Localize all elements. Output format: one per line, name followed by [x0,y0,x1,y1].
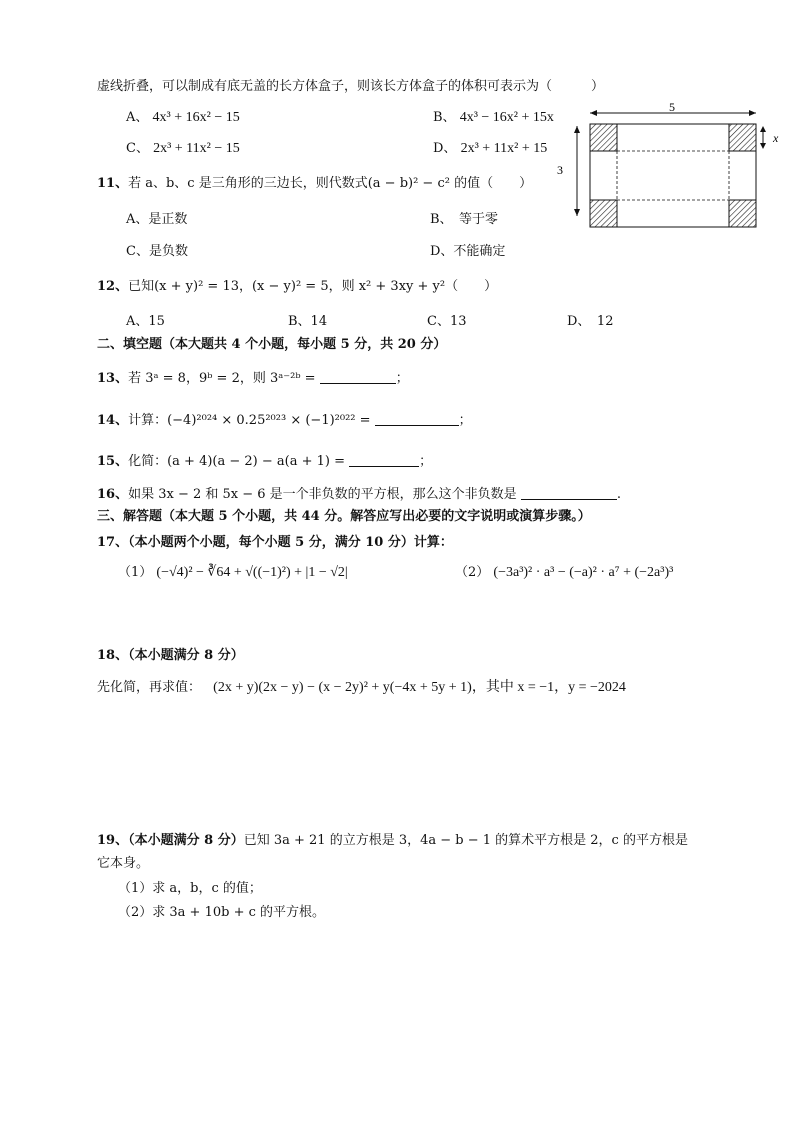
q10-option-d: D、 2x³ + 11x² + 15 [433,141,548,156]
q16-number: 16、 [97,487,129,502]
section-3-title: 三、解答题（本大题 5 个小题，共 44 分。解答应写出必要的文字说明或演算步骤。） [97,509,591,524]
q10-option-a-expr: 4x³ + 16x² − 15 [152,110,240,125]
cut-size-arrow [760,126,766,149]
q14-answer-blank[interactable] [375,411,459,426]
q10-continuation [97,78,604,96]
q13-answer-blank[interactable] [320,369,396,384]
q17-title: 17、（本小题两个小题，每个小题 5 分，满分 10 分）计算： [97,535,453,550]
q11-stem [97,175,532,193]
q12-option-b: B、14 [288,314,328,329]
q11-option-b: B、 等于零 [430,212,499,227]
q11-option-d: D、不能确定 [430,244,506,259]
q13: 13、若 3ᵃ = 8，9ᵇ = 2，则 3ᵃ⁻²ᵇ = ； [97,371,409,386]
q19-part-1: （1）求 a，b，c 的值； [118,881,262,896]
height-label: 3 [557,163,563,177]
q15-number: 15、 [97,454,129,469]
q19-part-2: （2）求 3a + 10b + c 的平方根。 [118,905,326,920]
corner-square-top-left [590,124,617,151]
q19-text-continuation: 它本身。 [97,856,150,871]
q15: 15、化简：(a + 4)(a − 2) − a(a + 1) = ； [97,454,433,469]
q17-part-1-expr: (−√4)² − ∛64 + √((−1)²) + |1 − √2| [156,565,348,580]
corner-square-bottom-left [590,200,617,227]
q14-number: 14、 [97,413,129,428]
corner-square-top-right [729,124,756,151]
q10-option-d-expr: 2x³ + 11x² + 15 [460,141,548,156]
q19-title: 19、（本小题满分 8 分） [97,833,244,848]
q10-option-b-expr: 4x³ − 16x² + 15x [459,110,554,125]
q11-number: 11、 [97,176,129,191]
q15-text: 化简：(a + 4)(a − 2) − a(a + 1) = [128,454,345,469]
q15-answer-blank[interactable] [349,452,419,467]
q18-title: 18、（本小题满分 8 分） [97,648,244,663]
q13-number: 13、 [97,371,129,386]
q12-stem [97,278,497,296]
q19-text: 已知 3a + 21 的立方根是 3，4a − b − 1 的算术平方根是 2，c 的平方根是 [243,833,688,848]
q12-text: 已知(x + y)² = 13，(x − y)² = 5，则 x² + 3xy + y²（ ） [128,279,498,294]
q10-option-c-expr: 2x³ + 11x² − 15 [153,141,240,156]
q17-part-2: （2） (−3a³)² · a³ − (−a)² · a⁷ + (−2a³)³ [455,565,674,580]
corner-square-bottom-right [729,200,756,227]
q12-option-d: D、 12 [567,314,614,329]
cut-size-label: x [773,131,779,145]
box-net-figure [557,100,791,242]
q17-part-1: （1） (−√4)² − ∛64 + √((−1)²) + |1 − √2| [118,565,348,580]
q14: 14、计算：(−4)²⁰²⁴ × 0.25²⁰²³ × (−1)²⁰²² = ； [97,413,472,428]
q10-option-c: C、 2x³ + 11x² − 15 [126,141,240,156]
q10-text: 虚线折叠，可以制成有底无盖的长方体盒子，则该长方体盒子的体积可表示为（ ） [97,79,605,94]
width-label: 5 [669,100,675,114]
q12-option-a: A、15 [126,314,165,329]
q12-number: 12、 [97,279,129,294]
q16-answer-blank[interactable] [521,485,617,500]
q16-text: 如果 3x − 2 和 5x − 6 是一个非负数的平方根，那么这个非负数是 [128,487,517,502]
q10-option-a: A、 4x³ + 16x² − 15 [126,110,240,125]
q10-option-b: B、 4x³ − 16x² + 15x [433,110,554,125]
q12-option-c: C、13 [427,314,467,329]
q11-text: 若 a、b、c 是三角形的三边长，则代数式(a − b)² − c² 的值（ ） [128,176,533,191]
q14-text: 计算：(−4)²⁰²⁴ × 0.25²⁰²³ × (−1)²⁰²² = [128,413,371,428]
q18-expression: (2x + y)(2x − y) − (x − 2y)² + y(−4x + 5y + 1)，其中 x = −1，y = −2024 [213,680,626,695]
q18-lead: 先化简，再求值： [97,680,202,695]
q11-option-a: A、是正数 [126,212,188,227]
fold-lines [617,151,729,200]
q13-text: 若 3ᵃ = 8，9ᵇ = 2，则 3ᵃ⁻²ᵇ = [128,371,316,386]
section-2-title: 二、填空题（本大题共 4 个小题，每小题 5 分，共 20 分） [97,337,447,352]
q17-part-2-expr: (−3a³)² · a³ − (−a)² · a⁷ + (−2a³)³ [493,565,674,580]
height-dimension-arrow [574,126,580,216]
q11-option-c: C、是负数 [126,244,188,259]
q18-body [97,679,626,697]
q19-stem [97,832,688,850]
q16: 16、如果 3x − 2 和 5x − 6 是一个非负数的平方根，那么这个非负数是 . [97,487,621,502]
